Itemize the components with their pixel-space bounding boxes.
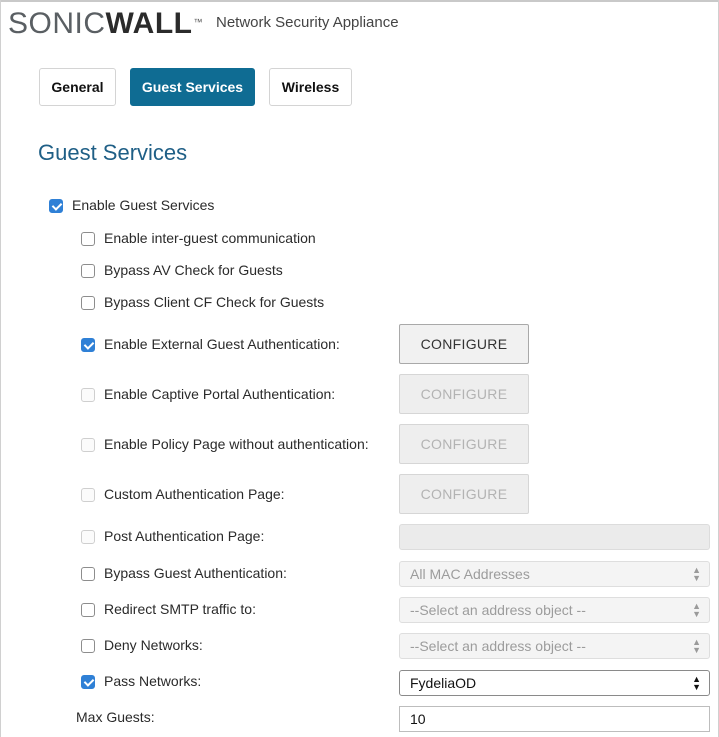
product-name: Network Security Appliance xyxy=(216,14,399,31)
redirect-smtp-value: --Select an address object -- xyxy=(410,602,586,618)
custom-auth-page-configure-button[interactable]: CONFIGURE xyxy=(399,474,529,514)
custom-auth-page-label: Custom Authentication Page: xyxy=(104,486,285,502)
redirect-smtp-checkbox[interactable] xyxy=(81,603,95,617)
policy-page-label: Enable Policy Page without authentication: xyxy=(104,436,369,452)
redirect-smtp-select[interactable] xyxy=(399,597,710,623)
deny-networks-value: --Select an address object -- xyxy=(410,638,586,654)
bypass-av-label: Bypass AV Check for Guests xyxy=(104,262,283,278)
tab-bar xyxy=(39,68,352,106)
deny-networks-label: Deny Networks: xyxy=(104,637,203,653)
enable-guest-services-checkbox[interactable] xyxy=(49,199,63,213)
tab-wireless[interactable]: Wireless xyxy=(269,68,352,106)
deny-networks-checkbox[interactable] xyxy=(81,639,95,653)
updown-arrow-icon: ▲ ▼ xyxy=(692,674,701,692)
post-auth-page-label: Post Authentication Page: xyxy=(104,528,265,544)
bypass-guest-auth-label: Bypass Guest Authentication: xyxy=(104,565,287,581)
captive-portal-label: Enable Captive Portal Authentication: xyxy=(104,386,336,402)
bypass-cf-checkbox[interactable] xyxy=(81,296,95,310)
policy-page-checkbox[interactable] xyxy=(81,438,95,452)
bypass-av-checkbox[interactable] xyxy=(81,264,95,278)
max-guests-input[interactable]: 10 xyxy=(399,706,710,732)
pass-networks-select[interactable] xyxy=(399,670,710,696)
updown-arrow-icon: ▲ ▼ xyxy=(692,565,701,583)
inter-guest-checkbox[interactable] xyxy=(81,232,95,246)
captive-portal-configure-button[interactable]: CONFIGURE xyxy=(399,374,529,414)
tab-general[interactable]: General xyxy=(39,68,116,106)
post-auth-page-checkbox[interactable] xyxy=(81,530,95,544)
bypass-guest-auth-checkbox[interactable] xyxy=(81,567,95,581)
captive-portal-checkbox[interactable] xyxy=(81,388,95,402)
deny-networks-select[interactable] xyxy=(399,633,710,659)
post-auth-page-input[interactable] xyxy=(399,524,710,550)
inter-guest-label: Enable inter-guest communication xyxy=(104,230,316,246)
policy-page-configure-button[interactable]: CONFIGURE xyxy=(399,424,529,464)
bypass-guest-auth-select[interactable] xyxy=(399,561,710,587)
redirect-smtp-label: Redirect SMTP traffic to: xyxy=(104,601,256,617)
external-auth-configure-button[interactable]: CONFIGURE xyxy=(399,324,529,364)
left-border xyxy=(0,0,1,737)
updown-arrow-icon: ▲ ▼ xyxy=(692,601,701,619)
page-title: Guest Services xyxy=(38,140,188,165)
tab-guest-services[interactable]: Guest Services xyxy=(130,68,255,106)
pass-networks-label: Pass Networks: xyxy=(104,673,202,689)
top-border xyxy=(0,0,719,2)
custom-auth-page-checkbox[interactable] xyxy=(81,488,95,502)
sonicwall-logo: SONICWALL™ xyxy=(8,7,203,40)
external-auth-checkbox[interactable] xyxy=(81,338,95,352)
pass-networks-value: FydeliaOD xyxy=(410,675,477,691)
brand xyxy=(8,6,203,42)
pass-networks-checkbox[interactable] xyxy=(81,675,95,689)
max-guests-label: Max Guests: xyxy=(76,709,155,725)
external-auth-label: Enable External Guest Authentication: xyxy=(104,336,340,352)
bypass-guest-auth-value: All MAC Addresses xyxy=(410,566,530,582)
updown-arrow-icon: ▲ ▼ xyxy=(692,637,701,655)
bypass-cf-label: Bypass Client CF Check for Guests xyxy=(104,294,325,310)
enable-guest-services-label: Enable Guest Services xyxy=(72,197,215,213)
